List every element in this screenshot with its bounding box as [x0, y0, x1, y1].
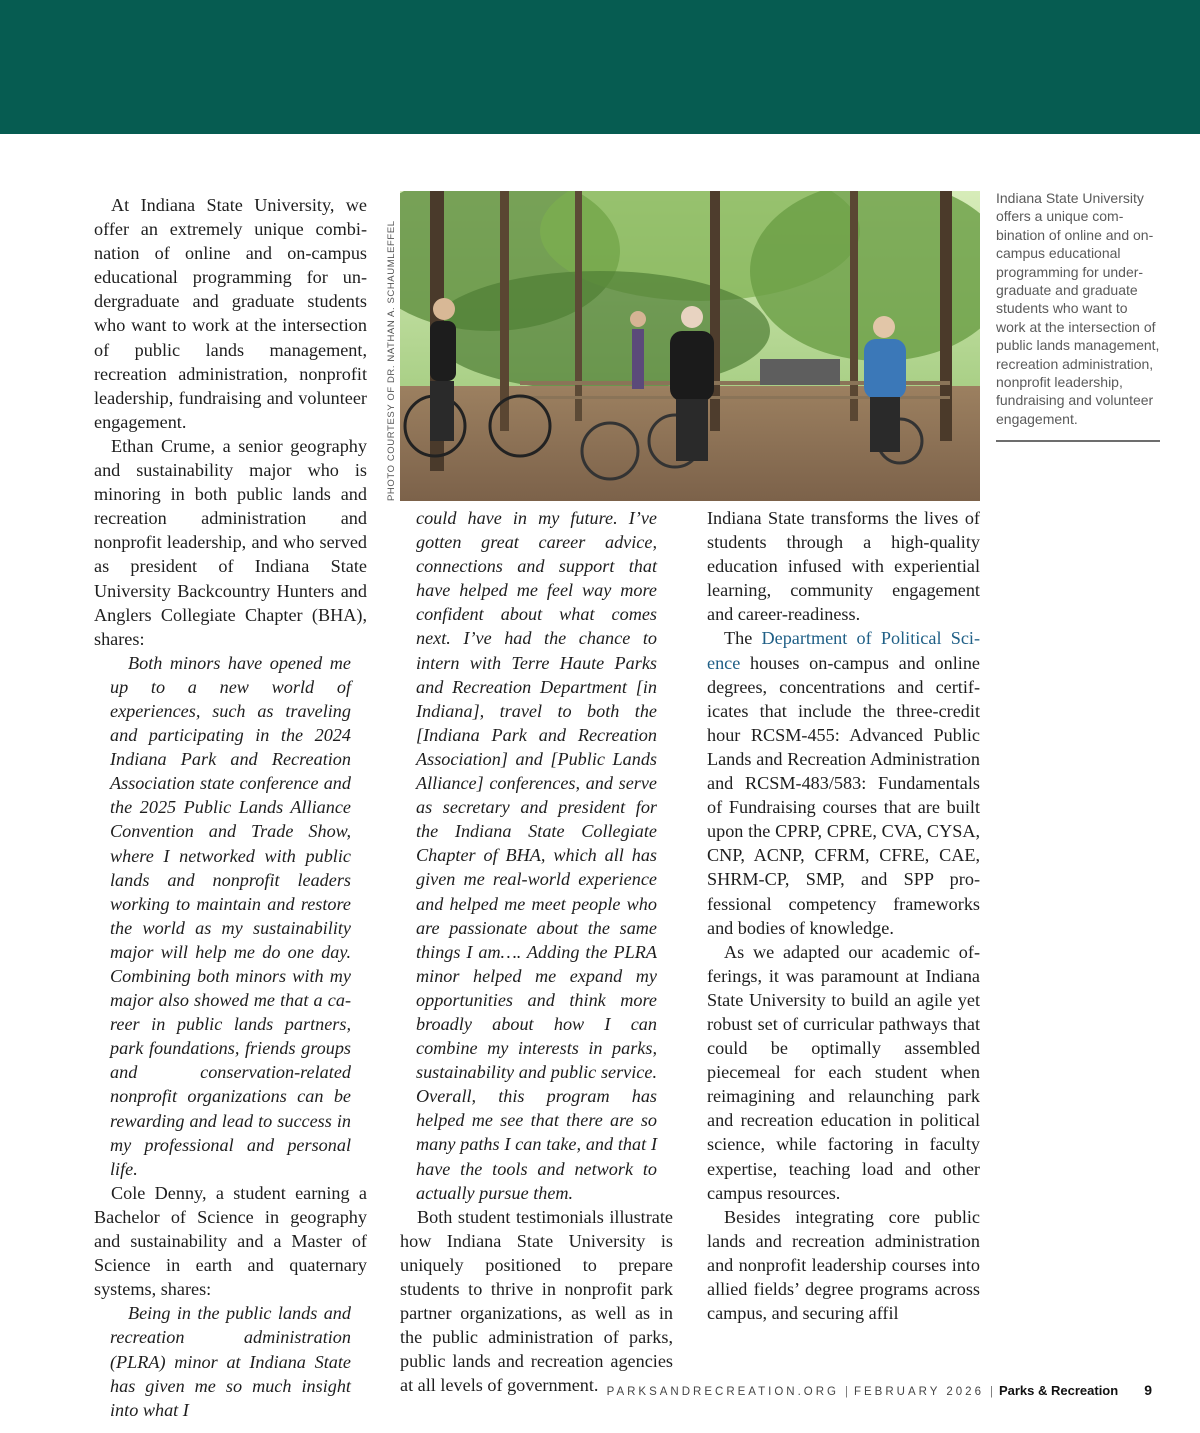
body-paragraph: Indiana State transforms the lives of students through a high-quality education infused with experiential learning, community engagement and career-readiness.	[707, 508, 980, 625]
photo-illustration	[400, 191, 980, 501]
footer-url: PARKSANDRECREATION.ORG	[606, 1386, 839, 1398]
header-band	[0, 0, 1200, 134]
footer-separator: |	[989, 1386, 993, 1398]
article-column-1	[94, 193, 367, 1422]
footer-separator: |	[844, 1386, 848, 1398]
page-footer	[560, 1382, 1152, 1398]
body-paragraph: At Indiana State University, we offer an extremely unique combination of online and on-campus educational programming for undergraduate and graduate students who want to work at the intersection of public lands management, recreation administration, nonprofit leadership, fundraising and volunteer engagement.	[94, 195, 367, 432]
body-paragraph: As we adapted our academic offerings, it was paramount at Indiana State University to build an agile yet robust set of curricular pathways that could be optimally assembled piecemeal for each student when reimagining and relaunching park and recreation education in political science, while factoring in faculty expertise, teaching load and other campus resources.	[707, 941, 980, 1203]
page-number: 9	[1144, 1382, 1152, 1398]
body-paragraph: Ethan Crume, a senior geography and sustainability major who is minoring in both public lands and recreation administration and nonprofit leadership, and who served as president of Indiana State University Backcountry Hunters and Anglers Collegiate Chapter (BHA), shares:	[94, 435, 367, 649]
testimonial-quote: Being in the public lands and recreation administration (PLRA) minor at Indiana State has given me so much insight into what I	[110, 1303, 351, 1420]
body-paragraph: Both student testimonials illustrate how Indiana State University is uniquely positioned to prepare students to thrive in nonprofit park partner organizations, as well as in the public administration of parks, public lands and recreation agencies at all levels of government.	[400, 1206, 673, 1396]
footer-date: FEBRUARY 2026	[853, 1386, 984, 1398]
paragraph-text: The	[724, 628, 762, 649]
article-column-2	[400, 506, 673, 1397]
body-paragraph	[707, 626, 980, 939]
body-paragraph: Cole Denny, a student earning a Bachelor of Science in geography and sustainability and a Master of Science in earth and quaternary systems, shares:	[94, 1182, 367, 1300]
political-science-department-link[interactable]: Department of Political Science	[707, 628, 981, 673]
sidebar-text: Indiana State University offers a unique combination of online and on-campus educational programming for undergraduate and graduate students who want to work at the intersection of public lands management, recreation administration, nonprofit leadership, fundraising and volunteer engagement.	[996, 190, 1160, 427]
pull-quote-sidebar	[996, 189, 1160, 442]
magazine-name: Parks & Recreation	[998, 1383, 1119, 1398]
article-column-3	[707, 506, 980, 1325]
body-paragraph: Besides integrating core public lands and recreation administration and nonprofit leadership courses into allied fields’ degree programs across campus, and securing affil	[707, 1206, 980, 1324]
testimonial-quote: Both minors have opened me up to a new world of experiences, such as traveling and participating in the 2024 Indiana Park and Recreation Association state conference and the 2025 Public Lands Alliance Convention and Trade Show, where I networked with public lands and nonprofit leaders working to maintain and restore the world as my sustainability major will help me do one day. Combining both minors with my major also showed me that a career in public lands partners, park foundations, friends groups and conservation-related nonprofit organizations can be rewarding and lead to success in my professional and personal life.	[110, 652, 351, 1179]
testimonial-quote-continued: could have in my future. I’ve gotten great career advice, connections and support that have helped me feel way more confident about what comes next. I’ve had the chance to intern with Terre Haute Parks and Recreation Department [in Indiana], travel to both the [Indiana Park and Recreation Association] and [Public Lands Alliance] conferences, and serve as secretary and president for the Indiana State Collegiate Chapter of BHA, which all has given me real-world experience and helped me meet people who are passionate about the same things I am…. Adding the PLRA minor helped me expand my opportunities and think more broadly about how I can combine my interests in parks, sustainability and public service. Overall, this program has helped me see that there are so many paths I can take, and that I have the tools and network to actually pursue them.	[416, 508, 657, 1203]
trail-group-photo	[400, 191, 980, 501]
photo-credit: PHOTO COURTESY OF DR. NATHAN A. SCHAUMLEFFEL	[386, 220, 397, 501]
paragraph-text: houses on-campus and online degrees, concentrations and certificates that include the three-credit hour RCSM-455: Advanced Public Lands and Recreation Administration and RCSM-483/583: Fundamentals of Fundraising courses that are built upon the CPRP, CPRE, CVA, CYSA, CNP, ACNP, CFRM, CFRE, CAE, SHRM-CP, SMP, and SPP professional competency frameworks and bodies of knowledge.	[707, 652, 980, 938]
